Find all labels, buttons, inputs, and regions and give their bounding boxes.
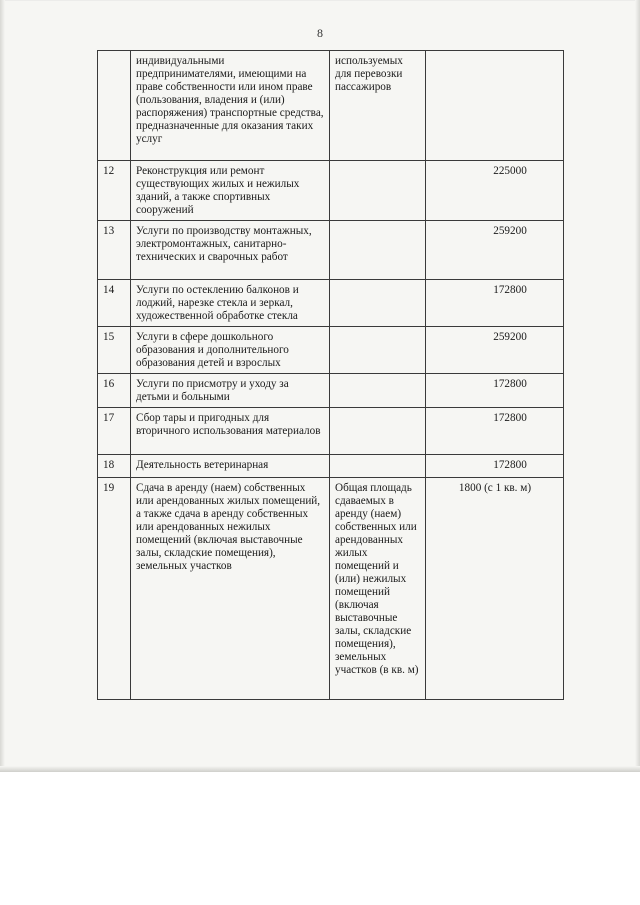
value-cell	[426, 455, 564, 478]
activity-cell: Услуги по присмотру и уходу за детьми и больными	[131, 374, 330, 408]
indicator-cell	[330, 161, 426, 221]
row-number: 17	[98, 408, 131, 455]
activity-cell: Деятельность ветеринарная	[131, 455, 330, 478]
tax-rates-table	[97, 50, 564, 700]
value-text: 259200	[493, 225, 527, 237]
table-row	[98, 478, 564, 700]
value-cell	[426, 51, 564, 161]
table-row	[98, 280, 564, 327]
indicator-cell	[330, 455, 426, 478]
table-row	[98, 455, 564, 478]
value-cell	[426, 280, 564, 327]
value-cell	[426, 221, 564, 280]
row-number: 15	[98, 327, 131, 374]
indicator-cell	[330, 374, 426, 408]
value-text: 225000	[493, 165, 527, 177]
table-row	[98, 51, 564, 161]
table-row	[98, 327, 564, 374]
value-text: 172800	[493, 412, 527, 424]
value-cell	[426, 327, 564, 374]
activity-cell: Сбор тары и пригодных для вторичного использования материалов	[131, 408, 330, 455]
indicator-cell	[330, 327, 426, 374]
activity-cell: Сдача в аренду (наем) собственных или арендованных жилых помещений, а также сдача в аренду собственных или арендованных нежилых помещений (включая выставочные залы, складские помещения), земельных участков	[131, 478, 330, 700]
scan-edge-left	[0, 0, 5, 772]
table-row	[98, 374, 564, 408]
row-number: 14	[98, 280, 131, 327]
value-text: 259200	[493, 331, 527, 343]
indicator-cell	[330, 221, 426, 280]
row-number: 12	[98, 161, 131, 221]
indicator-cell	[330, 280, 426, 327]
table-row	[98, 221, 564, 280]
table-row	[98, 408, 564, 455]
table-row	[98, 161, 564, 221]
row-number: 18	[98, 455, 131, 478]
row-number: 19	[98, 478, 131, 700]
page-number: 8	[317, 26, 323, 40]
activity-cell: Услуги по производству монтажных, электромонтажных, санитарно-технических и сварочных работ	[131, 221, 330, 280]
value-text: 172800	[493, 284, 527, 296]
row-number: 13	[98, 221, 131, 280]
value-text: 172800	[493, 378, 527, 390]
indicator-cell: Общая площадь сдаваемых в аренду (наем) собственных или арендованных жилых помещений и (или) нежилых помещений (включая выставочные залы, складские помещения), земельных участков (в кв. м)	[330, 478, 426, 700]
value-cell	[426, 374, 564, 408]
value-text: 172800	[493, 459, 527, 471]
scan-edge-right	[635, 0, 640, 772]
value-cell	[426, 161, 564, 221]
row-number: 16	[98, 374, 131, 408]
value-cell	[426, 408, 564, 455]
indicator-cell: используемых для перевозки пассажиров	[330, 51, 426, 161]
value-cell	[426, 478, 564, 700]
activity-cell: индивидуальными предпринимателями, имеющими на праве собственности или ином праве (пользования, владения и (или) распоряжения) транспортные средства, предназначенные для оказания таких услуг	[131, 51, 330, 161]
indicator-cell	[330, 408, 426, 455]
scan-edge-bottom	[0, 766, 640, 772]
activity-cell: Услуги по остеклению балконов и лоджий, нарезке стекла и зеркал, художественной обработке стекла	[131, 280, 330, 327]
row-number	[98, 51, 131, 161]
activity-cell: Услуги в сфере дошкольного образования и дополнительного образования детей и взрослых	[131, 327, 330, 374]
activity-cell: Реконструкция или ремонт существующих жилых и нежилых зданий, а также спортивных сооружений	[131, 161, 330, 221]
value-text: 1800 (с 1 кв. м)	[458, 482, 532, 494]
